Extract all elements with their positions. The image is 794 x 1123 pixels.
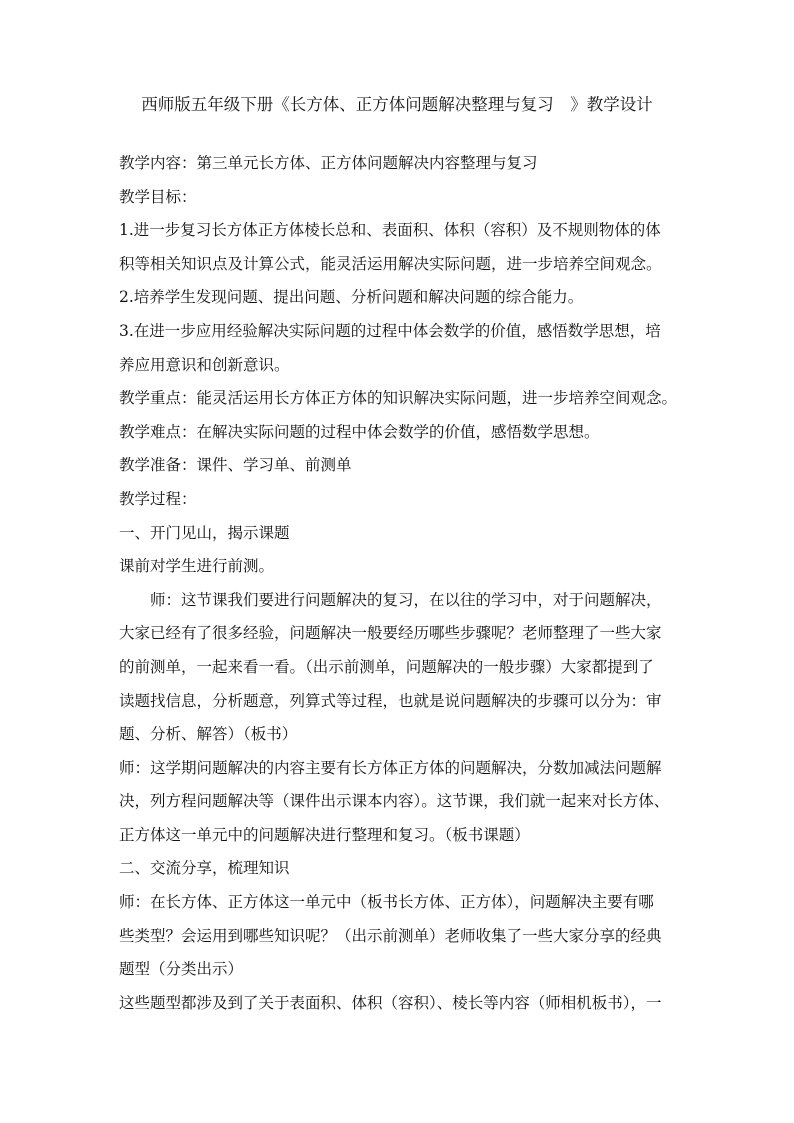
document-body bbox=[119, 147, 679, 1020]
line-paragraph-2b: 决，列方程问题解决等（课件出示课本内容）。这节课，我们就一起来对长方体、 bbox=[119, 792, 670, 811]
line-key-points: 教学重点：能灵活运用长方体正方体的知识解决实际问题，进一步培养空间观念。 bbox=[119, 389, 678, 408]
line-preparation: 教学准备：课件、学习单、前测单 bbox=[119, 456, 352, 475]
line-teaching-goals-heading: 教学目标： bbox=[119, 187, 197, 206]
line-paragraph-1b: 大家已经有了很多经验，问题解决一般要经历哪些步骤呢？老师整理了一些大家 bbox=[119, 624, 662, 643]
line-goal-1a: 1.进一步复习长方体正方体棱长总和、表面积、体积（容积）及不规则物体的体 bbox=[119, 221, 661, 240]
document-title: 西师版五年级下册《长方体、正方体问题解决整理与复习 》教学设计 bbox=[141, 95, 653, 114]
line-process-heading: 教学过程： bbox=[119, 489, 197, 508]
line-pretest: 课前对学生进行前测。 bbox=[119, 557, 275, 576]
line-paragraph-4a: 这些题型都涉及到了关于表面积、体积（容积）、棱长等内容（师相机板书），一 bbox=[119, 993, 662, 1012]
line-goal-3b: 养应用意识和创新意识。 bbox=[119, 355, 290, 374]
line-paragraph-1e: 题、分析、解答）（板书） bbox=[119, 725, 298, 744]
line-teaching-content: 教学内容：第三单元长方体、正方体问题解决内容整理与复习 bbox=[119, 154, 538, 172]
line-paragraph-1c: 的前测单，一起来看一看。（出示前测单，问题解决的一般步骤）大家都提到了 bbox=[119, 657, 654, 676]
line-difficulties: 教学难点：在解决实际问题的过程中体会数学的价值，感悟数学思想。 bbox=[119, 422, 600, 441]
line-paragraph-2c: 正方体这一单元中的问题解决进行整理和复习。（板书课题） bbox=[119, 825, 530, 844]
line-goal-3a: 3.在进一步应用经验解决实际问题的过程中体会数学的价值，感悟数学思想，培 bbox=[119, 321, 661, 340]
line-paragraph-1a: 师：这节课我们要进行问题解决的复习，在以往的学习中，对于问题解决， bbox=[150, 590, 662, 609]
line-paragraph-3b: 些类型？会运用到哪些知识呢？（出示前测单）老师收集了一些大家分享的经典 bbox=[119, 926, 662, 945]
line-paragraph-2a: 师：这学期问题解决的内容主要有长方体正方体的问题解决，分数加减法问题解 bbox=[119, 758, 662, 777]
line-section-2-heading: 二、交流分享，梳理知识 bbox=[119, 859, 290, 878]
line-paragraph-3c: 题型（分类出示） bbox=[119, 960, 244, 979]
line-goal-2: 2.培养学生发现问题、提出问题、分析问题和解决问题的综合能力。 bbox=[119, 288, 584, 307]
line-section-1-heading: 一、开门见山，揭示课题 bbox=[119, 523, 290, 542]
line-paragraph-3a: 师：在长方体、正方体这一单元中（板书长方体、正方体），问题解决主要有哪 bbox=[119, 893, 654, 912]
line-paragraph-1d: 读题找信息，分析题意，列算式等过程，也就是说问题解决的步骤可以分为：审 bbox=[119, 691, 662, 710]
line-goal-1b: 积等相关知识点及计算公式，能灵活运用解决实际问题，进一步培养空间观念。 bbox=[119, 254, 662, 273]
